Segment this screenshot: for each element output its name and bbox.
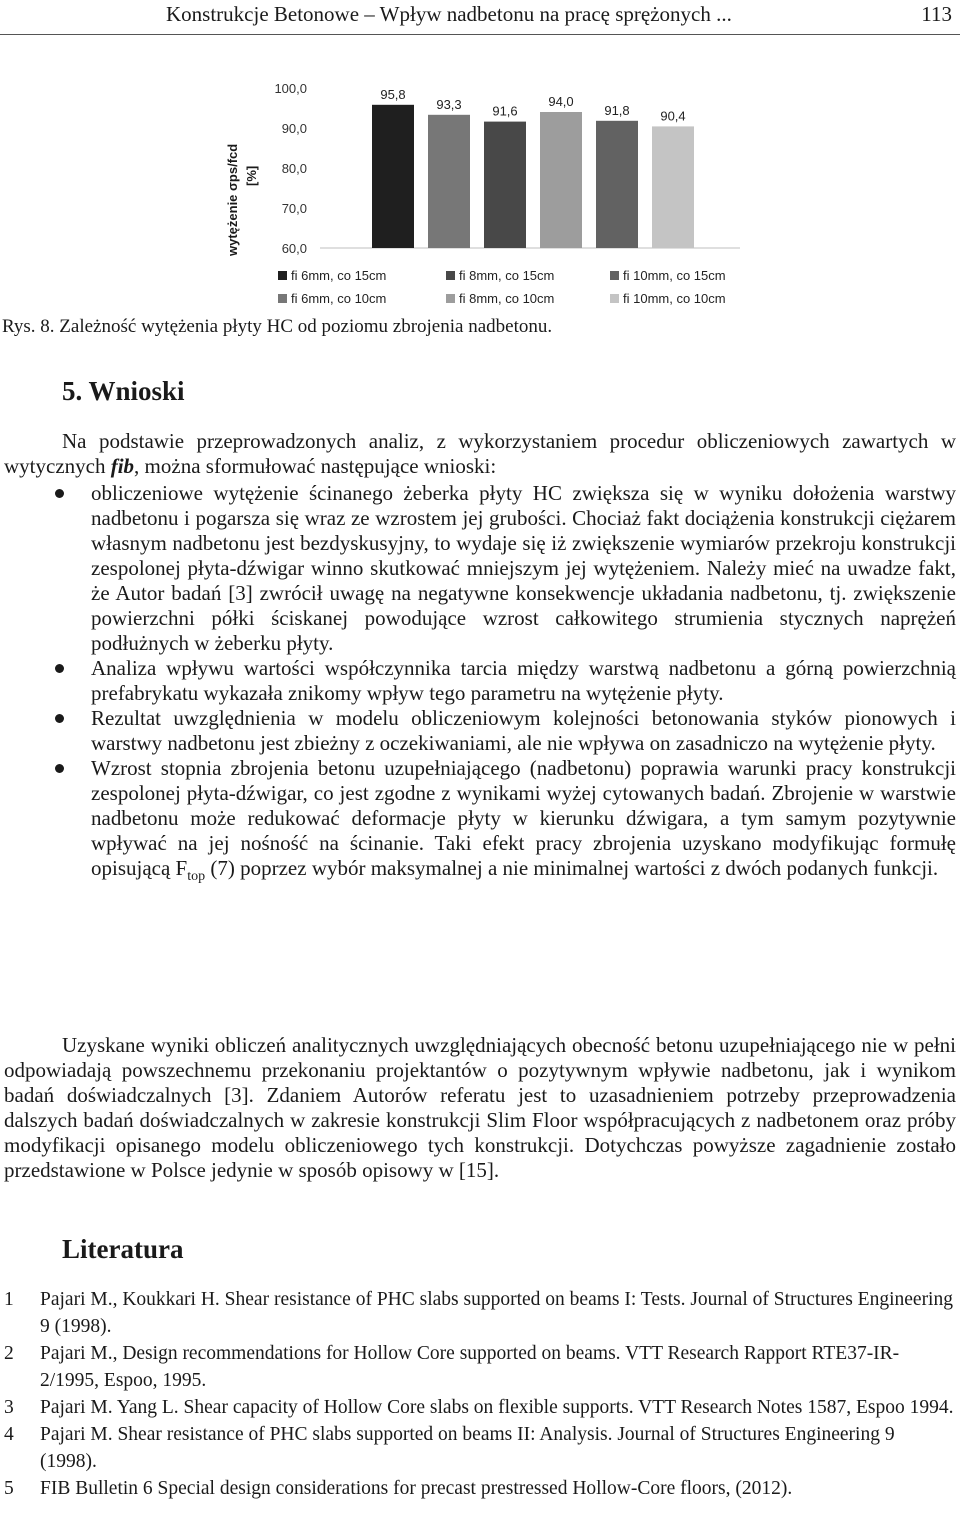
- legend-label: fi 10mm, co 15cm: [623, 268, 726, 283]
- legend-swatch: [610, 294, 619, 303]
- list-item: [0, 706, 960, 756]
- legend-label: fi 6mm, co 10cm: [291, 291, 387, 306]
- y-axis-title-main: wytężenie σps/fcd: [225, 143, 240, 256]
- legend-label: fi 8mm, co 15cm: [459, 268, 555, 283]
- legend-label: fi 8mm, co 10cm: [459, 291, 555, 306]
- bullet-icon: [55, 489, 64, 498]
- y-axis-title: [225, 144, 259, 257]
- reference-text: FIB Bulletin 6 Special design considerations for precast prestressed Hollow-Core floors, (2012).: [40, 1478, 793, 1499]
- reference-item: [0, 1286, 960, 1340]
- reference-item: [0, 1475, 960, 1502]
- conclusion-paragraph: Uzyskane wyniki obliczeń analitycznych uwzględniających obecność betonu uzupełniającego nie w pełni odpowiadają powszechnemu przekonaniu projektantów o pozytywnym wpływie nadbetonu, jak i wynikom badań doświadczalnych [3]. Zdaniem Autorów referatu jest to uzasadnieniem potrzeby przeprowadzenia dalszych badań doświadczalnych w zakresie konstrukcji Slim Floor współpracujących z nadbetonem oraz próby modyfikacji opisanego modelu obliczeniowego tych konstrukcji. Dotychczas powyższe zagadnienie zostało przedstawione w Polsce jedynie w sposób opisowy w [15].: [4, 1033, 956, 1182]
- intro-text-after: , można sformułować następujące wnioski:: [134, 454, 497, 478]
- bar: [652, 126, 694, 248]
- reference-number: 5: [4, 1478, 14, 1499]
- list-item: [0, 481, 960, 656]
- intro-text-before: Na podstawie przeprowadzonych analiz, z wykorzystaniem procedur obliczeniowych zawartych w wytycznych: [4, 429, 956, 478]
- intro-paragraph: [4, 429, 956, 479]
- legend-swatch: [278, 294, 287, 303]
- reference-item: [0, 1421, 960, 1475]
- legend-label: fi 6mm, co 15cm: [291, 268, 387, 283]
- bar: [428, 115, 470, 248]
- legend-swatch: [278, 271, 287, 280]
- bar: [372, 105, 414, 248]
- list-item-text-after: (7) poprzez wybór maksymalnej a nie minimalnej wartości z dwóch podanych funkcji.: [205, 856, 939, 880]
- reference-text: Pajari M., Design recommendations for Hollow Core supported on beams. VTT Research Rapport RTE37-IR-2/1995, Espoo, 1995.: [40, 1343, 900, 1391]
- bar-value-label: 91,8: [604, 102, 630, 118]
- reference-item: [0, 1394, 960, 1421]
- bar-chart: [0, 36, 960, 316]
- y-tick-label: 70,0: [281, 201, 307, 216]
- bar: [484, 122, 526, 248]
- list-item: [0, 656, 960, 706]
- bar-value-label: 90,4: [660, 108, 686, 124]
- subscript-top: top: [187, 869, 206, 885]
- reference-text: Pajari M. Shear resistance of PHC slabs supported on beams II: Analysis. Journal of Structures Engineering 9 (1998).: [40, 1424, 895, 1472]
- reference-number: 1: [4, 1289, 14, 1310]
- list-item-text-before: Wzrost stopnia zbrojenia betonu uzupełniającego (nadbetonu) poprawia warunki pracy konstrukcji zespolonej płyta-dźwigar, co jest zgodne z wynikami wyżej cytowanych badań. Zbrojenie w warstwie nadbetonu może redukować deformacje płyty w kierunku dźwigara, a tym samym pozytywnie wpływać na jej nośność na ścinanie. Taki efekt pracy zbrojenia uzyskano modyfikując formułę opisującą F: [91, 756, 956, 880]
- reference-text: Pajari M. Yang L. Shear capacity of Hollow Core slabs on flexible supports. VTT Research Notes 1587, Espoo 1994.: [40, 1397, 954, 1418]
- figure-caption: Rys. 8. Zależność wytężenia płyty HC od poziomu zbrojenia nadbetonu.: [2, 316, 553, 337]
- literature-title: Literatura: [62, 1234, 184, 1264]
- y-tick-label: 90,0: [281, 121, 307, 136]
- legend-swatch: [446, 294, 455, 303]
- bullet-icon: [55, 764, 64, 773]
- reference-text: Pajari M., Koukkari H. Shear resistance of PHC slabs supported on beams I: Tests. Journal of Structures Engineering 9 (1998).: [40, 1289, 953, 1337]
- legend-swatch: [610, 271, 619, 280]
- bullet-icon: [55, 664, 64, 673]
- list-item-text: Analiza wpływu wartości współczynnika tarcia między warstwą nadbetonu a górną powierzchnią prefabrykatu wykazała znikomy wpływ tego parametru na wytężenie płyty.: [91, 656, 956, 705]
- bar-value-label: 95,8: [380, 86, 406, 102]
- intro-fib: fib: [110, 454, 135, 478]
- list-item: [0, 756, 960, 889]
- page-number: 113: [921, 2, 952, 26]
- list-item-text: Rezultat uwzględnienia w modelu obliczeniowym kolejności betonowania styków pionowych i warstwy nadbetonu jest zbieżny z oczekiwaniami, ale nie wpływa on zasadniczo na wytężenie płyty.: [91, 706, 956, 755]
- section-title: 5. Wnioski: [62, 376, 185, 406]
- y-tick-label: 80,0: [281, 161, 307, 176]
- list-item-text: obliczeniowe wytężenie ścinanego żeberka płyty HC zwiększa się w wyniku dołożenia warstwy nadbetonu i pogarsza się wraz ze wzrostem jej grubości. Chociaż fakt dociążenia konstrukcji ciężarem własnym nadbetonu jest bezdyskusyjny, to wydaje się iż zwiększenie wymiarów przekroju konstrukcji zespolonej płyta-dźwigar winno skutkować mniejszym jej wytężeniem. Należy mieć na uwadze fakt, że Autor badań [3] zwrócił uwagę na negatywne konsekwencje układania nadbetonu, tj. zwiększenie powierzchni półki ściskanej powodujące wzrost całkowitego strumienia stycznych naprężeń podłużnych w żeberku płyty.: [91, 481, 956, 655]
- bar: [596, 121, 638, 248]
- chart-legend: [278, 268, 726, 306]
- bar-chart-svg: [0, 36, 960, 316]
- bar-value-label: 94,0: [548, 94, 574, 109]
- reference-number: 2: [4, 1343, 14, 1364]
- bar-labels: [380, 87, 685, 124]
- legend-swatch: [446, 271, 455, 280]
- bullet-icon: [55, 714, 64, 723]
- y-axis-ticks: [274, 81, 307, 256]
- reference-number: 3: [4, 1397, 14, 1418]
- y-tick-label: 60,0: [281, 241, 307, 256]
- bar: [540, 112, 582, 248]
- reference-number: 4: [4, 1424, 14, 1445]
- reference-item: [0, 1340, 960, 1394]
- reference-list: [0, 1286, 960, 1502]
- conclusions-list: [0, 481, 960, 889]
- bar-value-label: 93,3: [436, 96, 462, 112]
- legend-label: fi 10mm, co 10cm: [623, 291, 726, 306]
- page-header: [0, 0, 960, 35]
- bar-value-label: 91,6: [492, 103, 518, 119]
- running-title: Konstrukcje Betonowe – Wpływ nadbetonu na pracę sprężonych ...: [166, 2, 732, 26]
- y-axis-title-unit: [%]: [244, 165, 259, 186]
- y-tick-label: 100,0: [274, 81, 307, 96]
